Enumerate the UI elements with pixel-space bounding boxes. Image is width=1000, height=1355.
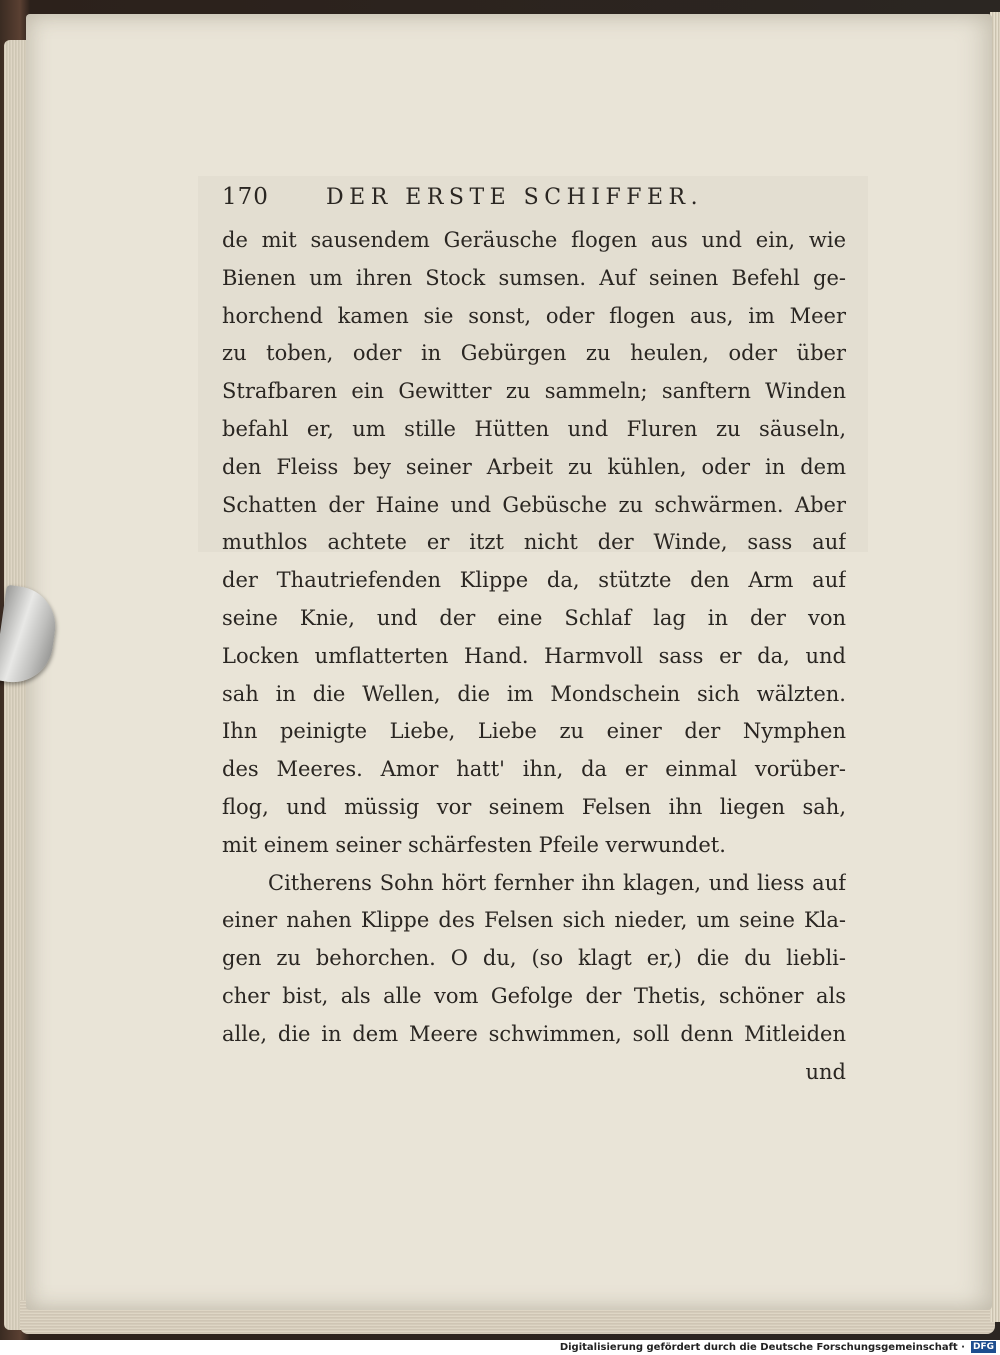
text-line: Schatten der Haine und Gebüsche zu schwärmen. Aber [222, 492, 846, 517]
text-line: seine Knie, und der eine Schlaf lag in der von [222, 605, 846, 630]
paragraph-2 [222, 865, 846, 1054]
text-line: alle, die in dem Meere schwimmen, soll denn Mitleiden [222, 1021, 846, 1046]
text-line: cher bist, als alle vom Gefolge der Thetis, schöner als [222, 983, 846, 1008]
text-line: de mit sausendem Geräusche flogen aus und ein, wie [222, 228, 846, 252]
text-line: gen zu behorchen. O du, (so klagt er,) die du liebli- [222, 946, 846, 971]
text-line: horchend kamen sie sonst, oder flogen aus, im Meer [222, 303, 846, 328]
running-head [222, 184, 846, 222]
text-line: Citherens Sohn hört fernher ihn klagen, und liess auf [268, 870, 846, 895]
paragraph-1 [222, 222, 846, 865]
text-line: des Meeres. Amor hatt' ihn, da er einmal vorüber- [222, 757, 846, 782]
text-line: Strafbaren ein Gewitter zu sammeln; sanftern Winden [222, 379, 846, 404]
text-line: muthlos achtete er itzt nicht der Winde, sass auf [222, 530, 846, 555]
page-text [222, 184, 846, 1091]
text-line: einer nahen Klippe des Felsen sich nieder, um seine Kla- [222, 908, 846, 933]
text-line: Locken umflatterten Hand. Harmvoll sass er da, und [222, 643, 846, 668]
footer-text: Digitalisierung gefördert durch die Deutsche Forschungsgemeinschaft · [559, 1342, 965, 1353]
text-line: den Fleiss bey seiner Arbeit zu kühlen, oder in dem [222, 454, 846, 479]
catchword: und [805, 1059, 846, 1084]
text-line: flog, und müssig vor seinem Felsen ihn liegen sah, [222, 794, 846, 819]
text-line: der Thautriefenden Klippe da, stützte den Arm auf [222, 568, 846, 593]
page-heading: DER ERSTE SCHIFFER. [326, 185, 704, 210]
text-line: zu toben, oder in Gebürgen zu heulen, oder über [222, 341, 846, 366]
digitization-footer [0, 1340, 1000, 1355]
text-line: Ihn peinigte Liebe, Liebe zu einer der Nymphen [222, 719, 846, 744]
page-number: 170 [222, 184, 269, 210]
text-line: Bienen um ihren Stock sumsen. Auf seinen Befehl ge- [222, 265, 846, 290]
text-line: befahl er, um stille Hütten und Fluren zu säuseln, [222, 416, 846, 441]
text-line: mit einem seiner schärfesten Pfeile verwundet. [222, 832, 726, 857]
dfg-logo: DFG [972, 1342, 994, 1352]
text-line: sah in die Wellen, die im Mondschein sich wälzten. [222, 681, 846, 706]
